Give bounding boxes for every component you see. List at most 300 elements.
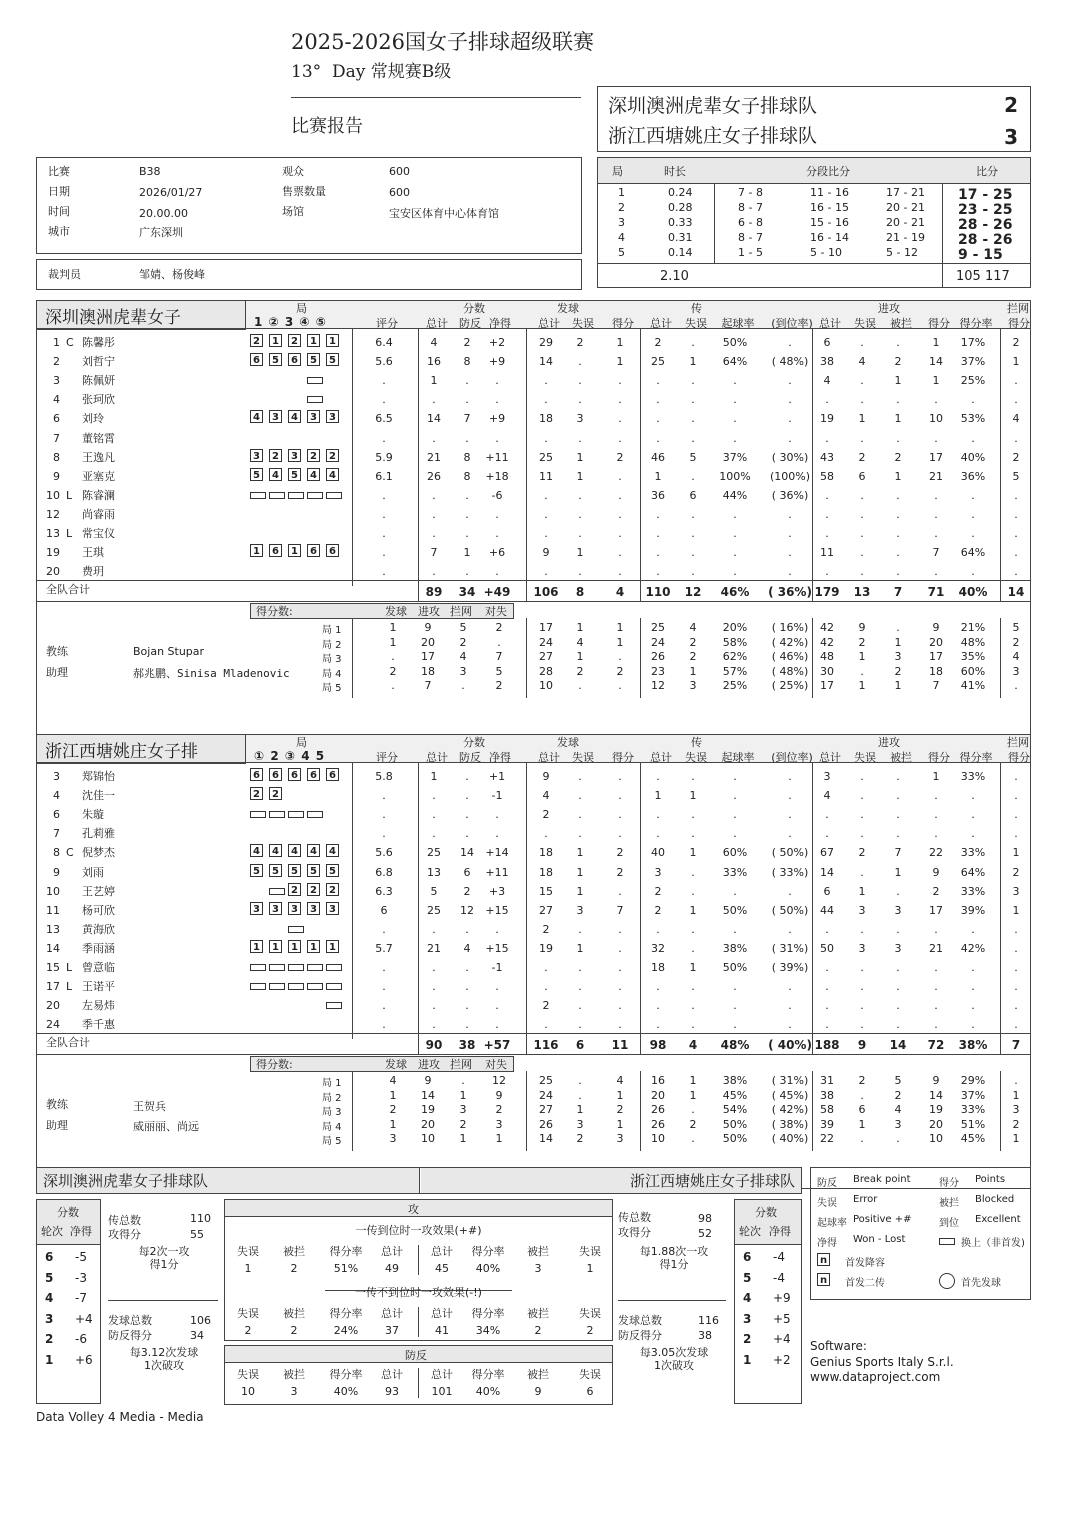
stat-cell: . (578, 565, 582, 579)
legend-desc: Points (975, 1174, 1006, 1185)
col-group-recv: 传 (691, 302, 702, 315)
stat-cell: 2 (1012, 336, 1020, 349)
player-name: 张珂欣 (82, 393, 115, 407)
stat-cell: 53% (960, 412, 986, 426)
rotation-box: 3 (269, 410, 282, 423)
stat-cell: . (656, 546, 660, 560)
stat-cell: . (733, 789, 737, 803)
rotation-net: +4 (75, 1311, 93, 1326)
per-set-cell: 1 (576, 650, 584, 664)
per-set-cell: 1 (616, 621, 624, 635)
col-group-serve: 发球 (557, 302, 579, 315)
stat-cell: 8 (463, 355, 471, 369)
stat-cell: . (656, 374, 660, 388)
legend-key: 被拦 (939, 1198, 959, 1209)
rotation-number: 4 (743, 1291, 752, 1305)
stat-cell: . (934, 565, 938, 579)
stat-cell: . (733, 565, 737, 579)
per-set-cell: 2 (616, 664, 624, 678)
col-sc_blk: 拦网 (450, 605, 472, 619)
stat-cell: . (544, 565, 548, 579)
per-set-cell: . (391, 650, 395, 664)
stat-cell: . (578, 393, 582, 407)
stat-cell: 2 (894, 450, 902, 464)
per-set-cell: 2 (858, 1074, 866, 1088)
stat-cell: . (1014, 565, 1018, 579)
stat-cell: . (618, 527, 622, 540)
away-rotation-box (734, 1199, 802, 1404)
stat-cell: 8 (463, 469, 471, 483)
stat-cell: . (691, 469, 695, 483)
stat-cell: . (656, 565, 660, 579)
stat-cell: 18 (539, 846, 553, 860)
per-set-cell: 7 (424, 679, 432, 693)
stat-cell: . (691, 565, 695, 579)
stat-cell: . (656, 980, 660, 994)
col-sc_atk: 进攻 (418, 1058, 440, 1072)
player-number: 12 (46, 507, 60, 521)
stat-cell: . (618, 412, 622, 426)
stat-cell: . (934, 789, 938, 803)
stat-cell: 2 (654, 336, 662, 349)
rotation-number: 3 (743, 1311, 752, 1326)
sub-marker (288, 964, 304, 971)
col-sv_pts: 得分 (612, 751, 634, 764)
stat-cell: . (896, 980, 900, 994)
away-sideout-total-label: 传总数 (618, 1211, 651, 1224)
stat-cell: . (544, 827, 548, 841)
col-group-points: 分数 (463, 302, 485, 315)
team-total-cell: 38 (458, 1038, 476, 1053)
stat-cell: . (432, 565, 436, 579)
rotation-box: 4 (269, 468, 282, 481)
stat-cell: 6 (823, 884, 831, 898)
col-sc_opp: 对失 (485, 1058, 507, 1072)
per-set-label: 局 1 (322, 1078, 342, 1090)
per-set-cell: 1 (616, 1088, 624, 1102)
set-p3: 5 - 12 (886, 246, 918, 259)
per-set-cell: 45% (722, 1088, 748, 1102)
stat-cell: . (618, 922, 622, 936)
rotation-net: +4 (773, 1332, 791, 1346)
stat-cell: . (578, 1018, 582, 1032)
col-sv_total: 总计 (538, 751, 560, 764)
stat-cell: . (934, 808, 938, 822)
stat-cell: . (691, 546, 695, 560)
stat-cell: . (934, 488, 938, 502)
mini-header: 得分率 (329, 1245, 363, 1258)
col-sc_opp: 对失 (485, 605, 507, 619)
team-total-cell: 98 (649, 1038, 667, 1053)
player-name: 季雨涵 (82, 941, 115, 955)
col-group-serve: 发球 (557, 736, 579, 749)
legend-desc: 换上（非首发) (961, 1238, 1025, 1249)
away-sideout-total: 98 (698, 1212, 712, 1225)
stat-cell: . (788, 412, 792, 426)
stat-cell: . (896, 393, 900, 407)
sub-marker (269, 811, 285, 818)
stat-cell: . (733, 770, 737, 783)
set-p2: 15 - 16 (810, 216, 849, 229)
team-total-cell: 14 (1007, 585, 1025, 600)
defense-box (224, 1345, 613, 1405)
per-set-cell: . (1014, 679, 1018, 693)
set-p2: 16 - 14 (810, 231, 849, 244)
sub-marker (250, 492, 266, 499)
stat-cell: . (971, 1018, 975, 1032)
stat-cell: 9 (932, 865, 940, 879)
player-role: L (66, 527, 73, 540)
stat-cell: . (860, 770, 864, 783)
stat-cell: . (495, 393, 499, 407)
mini-header: 得分率 (471, 1368, 505, 1381)
team-total-cell: 40% (958, 585, 988, 600)
player-role: L (66, 980, 73, 994)
rotation-box: 5 (307, 353, 320, 366)
per-set-cell: ( 45%) (771, 1088, 809, 1102)
stat-cell: 7 (894, 846, 902, 860)
team-total-label: 全队合计 (46, 583, 90, 597)
stat-cell: . (788, 770, 792, 783)
rotation-net: -6 (75, 1332, 87, 1346)
stat-cell: . (691, 770, 695, 783)
stat-cell: . (578, 355, 582, 369)
team-total-cell: 48% (720, 1038, 750, 1053)
team-total-cell: +49 (483, 585, 511, 600)
per-set-cell: 62% (722, 650, 748, 664)
stat-cell: . (896, 884, 900, 898)
stat-cell: . (618, 789, 622, 803)
mini-value: 37 (385, 1324, 399, 1337)
per-set-cell: . (860, 1088, 864, 1102)
per-set-cell: 20 (651, 1088, 665, 1102)
stat-cell: 37% (722, 450, 748, 464)
col-rc_err: 失误 (685, 751, 707, 764)
per-set-cell: 30 (820, 664, 834, 678)
stat-cell: 2 (616, 865, 624, 879)
stat-cell: . (860, 546, 864, 560)
per-set-cell: 2 (459, 635, 467, 649)
per-set-cell: 1 (858, 1117, 866, 1131)
legend-key: 失误 (817, 1198, 837, 1209)
stat-cell: 50% (722, 903, 748, 917)
sub-marker (269, 492, 285, 499)
stat-cell: 50 (820, 941, 834, 955)
stat-cell: 44% (722, 488, 748, 502)
player-name: 朱璇 (82, 808, 104, 822)
mini-value: 9 (534, 1385, 542, 1398)
player-role: L (66, 488, 73, 502)
date-label: 日期 (48, 185, 70, 198)
per-set-cell: 17 (421, 650, 435, 664)
per-set-cell: . (896, 621, 900, 635)
scored-label: 得分数: (256, 605, 293, 619)
rotation-number: 2 (45, 1332, 54, 1346)
stat-cell: . (934, 527, 938, 540)
col-blk_pts: 得分 (1008, 751, 1030, 764)
stat-cell: . (1014, 980, 1018, 994)
team-total-cell: ( 36%) (768, 585, 812, 600)
stat-cell: 1 (894, 412, 902, 426)
stat-cell: 67 (820, 846, 834, 860)
stat-cell: 15 (539, 884, 553, 898)
per-set-cell: 1 (389, 635, 397, 649)
player-number: 10 (46, 884, 60, 898)
stat-cell: 1 (689, 903, 697, 917)
stat-cell: . (971, 999, 975, 1013)
mini-header: 失误 (237, 1307, 259, 1320)
stat-cell: 2 (1012, 450, 1020, 464)
player-name: 刘雨 (82, 865, 104, 879)
stat-cell: 2 (616, 450, 624, 464)
rotation-box: 3 (250, 449, 263, 462)
per-set-cell: 26 (651, 650, 665, 664)
stat-cell: . (788, 393, 792, 407)
per-set-cell: 1 (576, 1103, 584, 1117)
col-rc_exc: (到位率) (771, 751, 813, 764)
mini-header: 失误 (579, 1307, 601, 1320)
stat-cell: . (618, 999, 622, 1013)
stat-cell: . (382, 961, 386, 974)
per-set-cell: 1 (459, 1088, 467, 1102)
stat-cell: 1 (654, 789, 662, 803)
stat-cell: . (934, 393, 938, 407)
per-set-cell: 2 (689, 650, 697, 664)
col-rc_pos: 起球率 (721, 317, 755, 330)
mini-header: 被拦 (283, 1307, 305, 1320)
stat-cell: 6.3 (375, 884, 393, 898)
mini-header: 被拦 (283, 1368, 305, 1381)
stat-cell: . (934, 922, 938, 936)
stat-cell: . (896, 808, 900, 822)
stat-cell: 3 (654, 865, 662, 879)
stat-cell: . (495, 980, 499, 994)
col-set: 局 (296, 736, 307, 749)
set-dur: 0.31 (668, 231, 693, 244)
stat-cell: 11 (820, 546, 834, 560)
per-set-cell: 42 (820, 635, 834, 649)
per-set-cell: 26 (651, 1103, 665, 1117)
per-set-cell: 9 (495, 1088, 503, 1102)
stat-cell: . (934, 507, 938, 521)
away-rot-label: 轮次 (739, 1225, 761, 1238)
team-total-cell: 11 (611, 1038, 629, 1053)
stat-cell: . (691, 431, 695, 445)
mini-header: 得分率 (329, 1307, 363, 1320)
sub-marker (326, 983, 342, 990)
set-p1: 7 - 8 (738, 186, 763, 199)
stat-cell: +18 (485, 469, 509, 483)
rotation-box: 4 (307, 468, 320, 481)
per-set-cell: 3 (1012, 664, 1020, 678)
stat-cell: . (618, 884, 622, 898)
mini-header: 失误 (579, 1368, 601, 1381)
per-set-cell: 33% (960, 1103, 986, 1117)
mini-header: 被拦 (527, 1307, 549, 1320)
sub-marker (326, 1002, 342, 1009)
per-set-cell: . (896, 1132, 900, 1146)
set-p1: 8 - 7 (738, 201, 763, 214)
stat-cell: . (544, 1018, 548, 1032)
stat-cell: 1 (858, 412, 866, 426)
team-total-cell: 90 (425, 1038, 443, 1053)
stat-cell: 36% (960, 469, 986, 483)
per-set-cell: ( 40%) (771, 1132, 809, 1146)
stat-cell: 2 (654, 884, 662, 898)
player-name: 陈佩妍 (82, 374, 115, 388)
per-set-cell: 21% (960, 621, 986, 635)
stat-cell: 64% (960, 546, 986, 560)
stat-cell: ( 36%) (771, 488, 809, 502)
stat-cell: . (860, 374, 864, 388)
audience-value: 600 (389, 165, 410, 178)
stat-cell: . (860, 431, 864, 445)
rotation-box: 3 (307, 410, 320, 423)
set-score: 28 - 26 (958, 217, 1013, 233)
stat-cell: . (578, 808, 582, 822)
stat-cell: . (788, 808, 792, 822)
stat-cell: . (382, 431, 386, 445)
stat-cell: 38% (722, 941, 748, 955)
sub-marker (307, 396, 323, 403)
rotation-box: 3 (250, 902, 263, 915)
per-set-label: 局 4 (322, 668, 342, 680)
stat-cell: 1 (576, 846, 584, 860)
mini-value: 1 (244, 1262, 252, 1275)
per-set-cell: 23 (651, 664, 665, 678)
stat-cell: . (382, 922, 386, 936)
stat-cell: 1 (932, 770, 940, 783)
stat-cell: 64% (960, 865, 986, 879)
stat-cell: . (618, 374, 622, 388)
away-sideout-note: 每1.88次一攻 得1分 (639, 1245, 709, 1271)
per-set-cell: . (1014, 1074, 1018, 1088)
stat-cell: . (578, 488, 582, 502)
venue-label: 场馆 (282, 205, 304, 218)
stat-cell: . (578, 999, 582, 1013)
home-rot-label: 轮次 (41, 1225, 63, 1238)
per-set-cell: . (578, 679, 582, 693)
away-sideout-pts-label: 攻得分 (618, 1226, 651, 1239)
stat-cell: . (495, 1018, 499, 1032)
stat-cell: . (733, 374, 737, 388)
per-set-cell: 2 (616, 1103, 624, 1117)
stat-cell: . (618, 431, 622, 445)
coach-label: 教练 (46, 645, 68, 659)
stat-cell: 14 (820, 865, 834, 879)
legend-key: 得分 (939, 1178, 959, 1189)
away-serve-note: 每3.05次发球 1次破攻 (639, 1346, 709, 1372)
stat-cell: . (618, 393, 622, 407)
defense-title: 防反 (405, 1349, 427, 1362)
mini-value: 49 (385, 1262, 399, 1275)
stat-cell: -1 (491, 961, 503, 974)
per-set-label: 局 2 (322, 1092, 342, 1104)
home-sideout-total: 110 (190, 1212, 211, 1225)
stat-cell: . (825, 922, 829, 936)
stat-cell: . (860, 999, 864, 1013)
per-set-cell: ( 48%) (771, 664, 809, 678)
rotation-number: 5 (45, 1270, 54, 1285)
stat-cell: +11 (485, 450, 509, 464)
mini-value: 40% (475, 1385, 501, 1398)
match-info (36, 157, 582, 254)
per-set-cell: 41% (960, 679, 986, 693)
per-set-cell: 17 (929, 650, 943, 664)
stat-cell: 1 (463, 546, 471, 560)
per-set-cell: 2 (576, 1132, 584, 1146)
per-set-label: 局 2 (322, 639, 342, 651)
stat-cell: . (788, 374, 792, 388)
stat-cell: 4 (823, 374, 831, 388)
per-set-cell: 4 (689, 621, 697, 635)
stat-cell: . (825, 1018, 829, 1032)
player-role: C (66, 846, 74, 860)
mini-value: 1 (586, 1262, 594, 1275)
per-set-cell: 1 (1012, 1088, 1020, 1102)
stat-cell: . (656, 412, 660, 426)
sub-marker (250, 983, 266, 990)
match-value: B38 (139, 165, 161, 178)
team-total-cell: 12 (684, 585, 702, 600)
home-rotation-box (36, 1199, 101, 1404)
home-serve-note: 每3.12次发球 1次破攻 (129, 1346, 199, 1372)
away-bp-value: 38 (698, 1329, 712, 1342)
stat-cell: . (934, 431, 938, 445)
per-set-cell: 9 (858, 621, 866, 635)
per-set-cell: 24 (651, 635, 665, 649)
referee-value: 邹婧、杨俊峰 (139, 268, 205, 281)
stat-cell: . (432, 527, 436, 540)
player-number: 9 (53, 469, 60, 483)
mini-header: 失误 (237, 1368, 259, 1381)
per-set-cell: 5 (459, 621, 467, 635)
stat-cell: 1 (616, 355, 624, 369)
col-at_pct: 得分率 (959, 317, 993, 330)
stat-cell: . (788, 980, 792, 994)
per-set-cell: 3 (894, 1117, 902, 1131)
stat-cell: 6.1 (375, 469, 393, 483)
assistant-label: 助理 (46, 1119, 68, 1133)
stat-cell: 1 (689, 846, 697, 860)
player-number: 6 (53, 808, 60, 822)
legend-desc: Error (853, 1194, 878, 1205)
rotation-box: 1 (307, 334, 320, 347)
stat-cell: 18 (651, 961, 665, 974)
stat-cell: . (691, 412, 695, 426)
team-total-cell: 106 (533, 585, 559, 600)
rotation-number: 5 (743, 1270, 752, 1285)
per-set-cell: 18 (929, 664, 943, 678)
stat-cell: 4 (823, 789, 831, 803)
rotation-box: 1 (307, 940, 320, 953)
stat-cell: 33% (722, 865, 748, 879)
team-total-cell: 34 (458, 585, 476, 600)
assistant-names: 威丽丽、尚远 (133, 1120, 199, 1134)
per-set-cell: ( 38%) (771, 1117, 809, 1131)
stat-cell: 2 (894, 355, 902, 369)
stat-cell: . (432, 507, 436, 521)
stat-cell: . (432, 999, 436, 1013)
stat-cell: . (971, 980, 975, 994)
stat-cell: . (860, 865, 864, 879)
mini-header: 总计 (381, 1245, 403, 1258)
stat-cell: . (382, 507, 386, 521)
city-label: 城市 (48, 225, 70, 238)
home-net-label: 净得 (70, 1225, 92, 1238)
rotation-box: 4 (250, 844, 263, 857)
per-set-cell: 2 (459, 1117, 467, 1131)
